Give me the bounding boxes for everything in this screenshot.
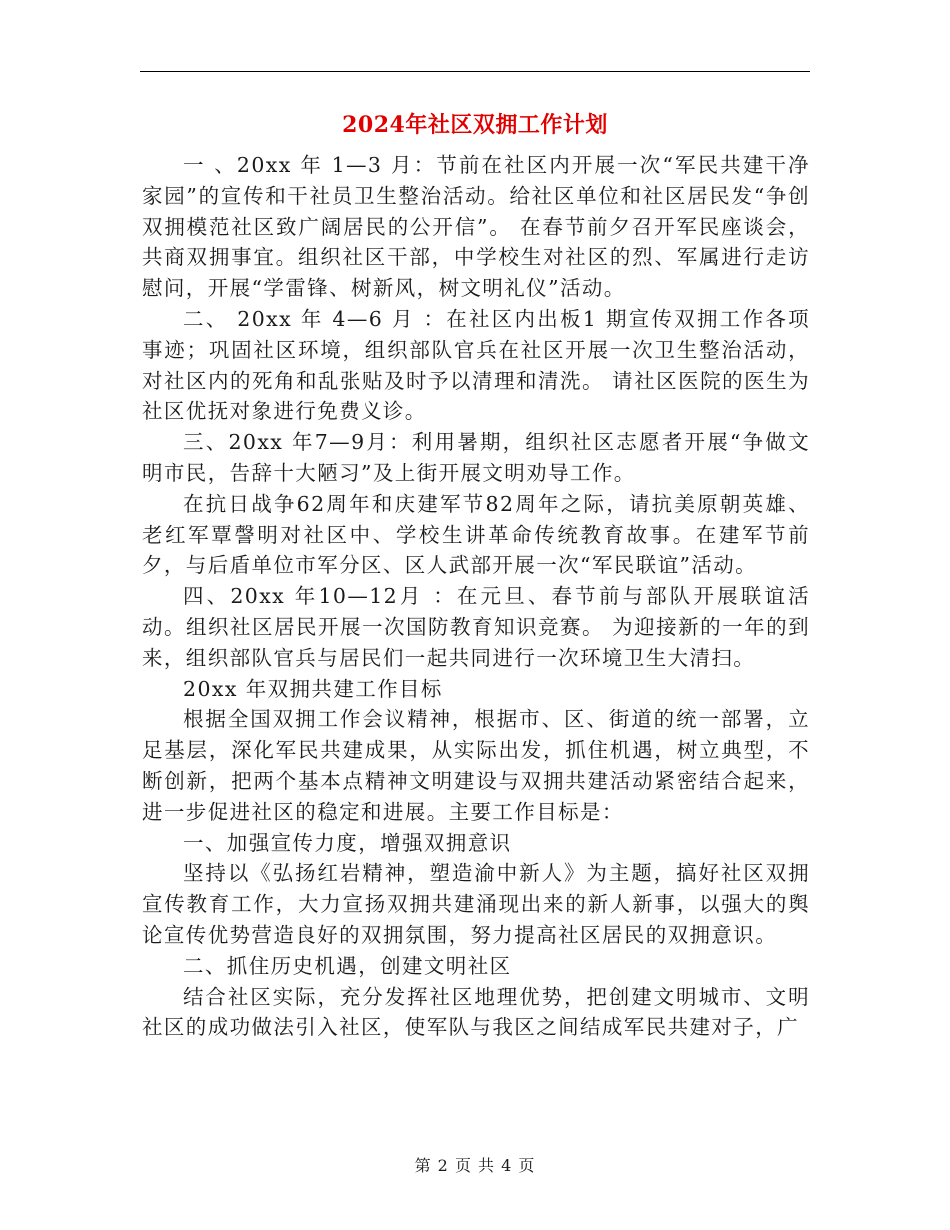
paragraph-q3-plan: 三、20xx 年7—9月：利用暑期，组织社区志愿者开展“争做文明市民，告辞十大陋习”及上街开展文明劝导工作。 xyxy=(142,430,810,485)
document-title: 2024年社区双拥工作计划 xyxy=(342,112,608,138)
paragraph-q4-plan: 四、20xx 年10—12月 ：在元旦、春节前与部队开展联谊活动。组织社区居民开展一次国防教育知识竞赛。 为迎接新的一年的到来，组织部队官兵与居民们一起共同进行一次环境卫生大清扫。 xyxy=(142,584,810,670)
paragraph-q2-plan: 二、 20xx 年 4—6 月 ：在社区内出板1 期宣传双拥工作各项事迹；巩固社区环境，组织部队官兵在社区开展一次卫生整治活动，对社区内的死角和乱张贴及时予以清理和清洗。 请社区医院的医生为社区优抚对象进行免费义诊。 xyxy=(142,306,810,424)
page-number-footer: 第 2 页 共 4 页 xyxy=(414,1156,536,1175)
paragraph-goals-intro: 根据全国双拥工作会议精神，根据市、区、街道的统一部署，立足基层，深化军民共建成果，从实际出发，抓住机遇，树立典型，不断创新，把两个基本点精神文明建设与双拥共建活动紧密结合起来，进一步促进社区的稳定和进展。主要工作目标是： xyxy=(142,707,810,824)
section-heading-goals: 20xx 年双拥共建工作目标 xyxy=(183,676,443,701)
paragraph-publicity: 坚持以《弘扬红岩精神，塑造渝中新人》为主题，搞好社区双拥宣传教育工作，大力宣扬双拥共建涌现出来的新人新事，以强大的舆论宣传优势营造良好的双拥氛围，努力提高社区居民的双拥意识。 xyxy=(142,861,810,947)
subheading-publicity: 一、加强宣传力度，增强双拥意识 xyxy=(183,830,512,855)
paragraph-anniversary: 在抗日战争62周年和庆建军节82周年之际，请抗美原朝英雄、老红军覃謦明对社区中、学校生讲革命传统教育故事。在建军节前夕，与后盾单位市军分区、区人武部开展一次“军民联谊”活动。 xyxy=(142,491,810,578)
document-body xyxy=(142,150,810,1043)
subheading-civilized-community: 二、抓住历史机遇，创建文明社区 xyxy=(183,953,512,978)
paragraph-q1-plan: 一 、20xx 年 1—3 月：节前在社区内开展一次“军民共建干净家园”的宣传和干社员卫生整治活动。给社区单位和社区居民发“争创双拥模范社区致广阔居民的公开信”。 在春节前夕召开军民座谈会，共商双拥事宜。组织社区干部，中学校生对社区的烈、军属进行走访慰问，开展“学雷锋、树新风，树文明礼仪”活动。 xyxy=(142,153,810,301)
paragraph-civilized-community: 结合社区实际，充分发挥社区地理优势，把创建文明城市、文明社区的成功做法引入社区，使军队与我区之间结成军民共建对子，广 xyxy=(142,984,810,1040)
header-rule xyxy=(140,71,810,72)
